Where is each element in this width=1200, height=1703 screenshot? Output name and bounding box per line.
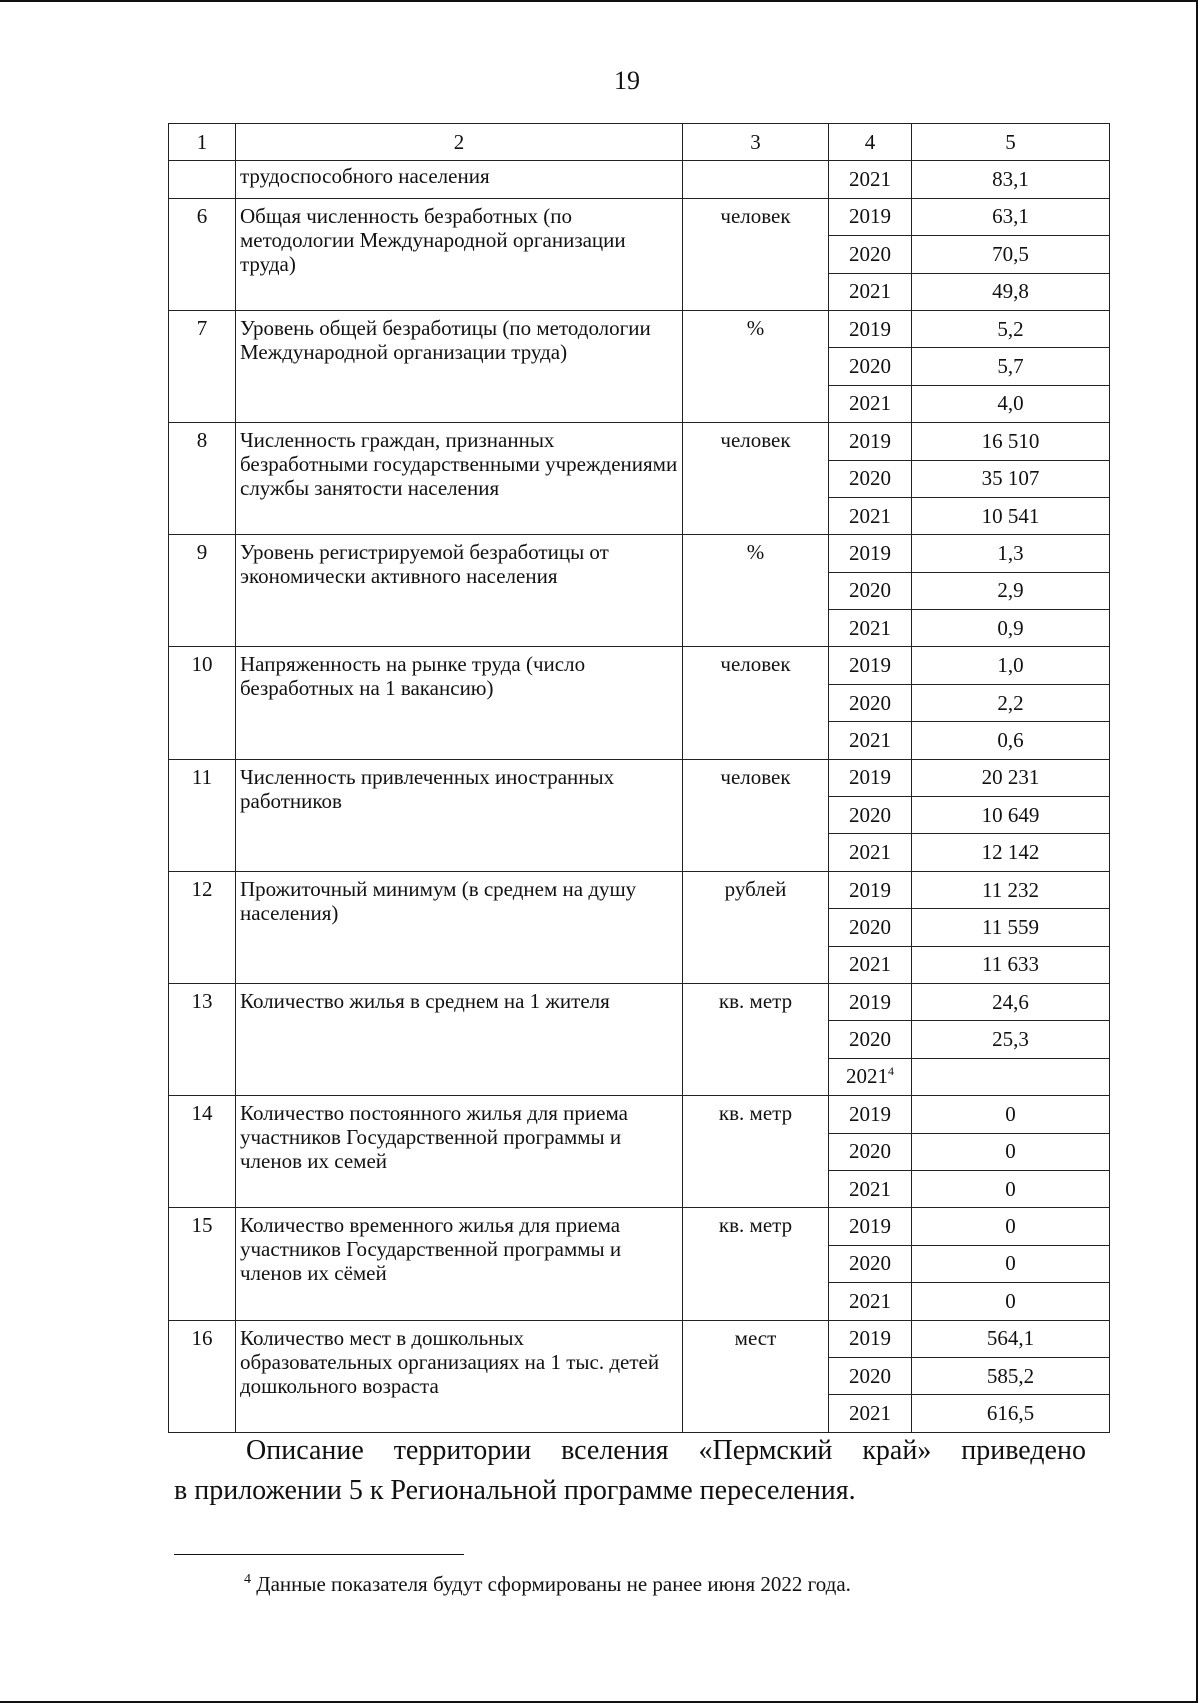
year — [829, 1021, 912, 1058]
year-text: 2020 — [849, 802, 891, 827]
table-row — [169, 1320, 1110, 1357]
value: 63,1 — [912, 198, 1110, 235]
year-text: 2019 — [849, 204, 891, 229]
row-number: 9 — [169, 535, 236, 647]
year — [829, 236, 912, 273]
paragraph-word: вселения — [561, 1435, 669, 1466]
year — [829, 497, 912, 534]
year-text: 2019 — [849, 877, 891, 902]
value: 2,2 — [912, 684, 1110, 721]
indicators-table — [168, 123, 1110, 1433]
row-number: 16 — [169, 1320, 236, 1432]
row-number: 10 — [169, 647, 236, 759]
value: 24,6 — [912, 983, 1110, 1020]
year — [829, 535, 912, 572]
unit: % — [683, 535, 829, 647]
year-text: 2019 — [849, 1101, 891, 1126]
year — [829, 722, 912, 759]
indicator-name: Общая численность безработных (по методологии Международной организации труда) — [236, 198, 683, 310]
value — [912, 1058, 1110, 1095]
year — [829, 1245, 912, 1282]
unit: человек — [683, 647, 829, 759]
value: 0 — [912, 1283, 1110, 1320]
row-number: 13 — [169, 983, 236, 1095]
footnote — [244, 1572, 851, 1597]
value: 11 633 — [912, 946, 1110, 983]
year — [829, 684, 912, 721]
footnote-mark: 4 — [244, 1572, 251, 1587]
year-text: 2020 — [849, 578, 891, 603]
value: 10 649 — [912, 797, 1110, 834]
row-number — [169, 161, 236, 198]
year-text: 2019 — [849, 1214, 891, 1239]
indicator-name: Уровень регистрируемой безработицы от экономически активного населения — [236, 535, 683, 647]
year-text: 2020 — [849, 1139, 891, 1164]
value: 0,9 — [912, 610, 1110, 647]
value: 4,0 — [912, 385, 1110, 422]
year-text: 2019 — [849, 540, 891, 565]
year — [829, 610, 912, 647]
year-text: 2021 — [849, 727, 891, 752]
header-col-3: 3 — [683, 124, 829, 161]
year — [829, 310, 912, 347]
year-text: 2021 — [849, 615, 891, 640]
year-text: 2020 — [849, 1027, 891, 1052]
indicator-name: Количество жилья в среднем на 1 жителя — [236, 983, 683, 1095]
year — [829, 348, 912, 385]
year: 2021 — [829, 161, 912, 198]
indicator-name: Количество постоянного жилья для приема участников Государственной программы и членов их семей — [236, 1096, 683, 1208]
unit: кв. метр — [683, 1208, 829, 1320]
table-row — [169, 1096, 1110, 1133]
footnote-ref: 4 — [888, 1064, 894, 1079]
year-text: 2020 — [849, 466, 891, 491]
table-row — [169, 759, 1110, 796]
table-row — [169, 535, 1110, 572]
year — [829, 423, 912, 460]
year — [829, 1058, 912, 1095]
year — [829, 1170, 912, 1207]
value: 5,7 — [912, 348, 1110, 385]
value: 12 142 — [912, 834, 1110, 871]
unit: кв. метр — [683, 1096, 829, 1208]
year-text: 2020 — [849, 354, 891, 379]
value: 35 107 — [912, 460, 1110, 497]
year — [829, 983, 912, 1020]
value: 1,0 — [912, 647, 1110, 684]
year-text: 2021 — [849, 1400, 891, 1425]
year — [829, 385, 912, 422]
value: 1,3 — [912, 535, 1110, 572]
year — [829, 1096, 912, 1133]
year-text: 2019 — [849, 765, 891, 790]
year-text: 2020 — [849, 914, 891, 939]
indicator-name: трудоспособного населения — [236, 161, 683, 198]
unit: человек — [683, 759, 829, 871]
year — [829, 797, 912, 834]
year — [829, 198, 912, 235]
year — [829, 909, 912, 946]
indicator-name: Количество мест в дошкольных образовательных организациях на 1 тыс. детей дошкольного возраста — [236, 1320, 683, 1432]
table-row — [169, 310, 1110, 347]
value: 585,2 — [912, 1357, 1110, 1394]
year-text: 2021 — [849, 279, 891, 304]
value: 49,8 — [912, 273, 1110, 310]
value: 25,3 — [912, 1021, 1110, 1058]
row-number: 15 — [169, 1208, 236, 1320]
row-number: 8 — [169, 423, 236, 535]
description-paragraph — [174, 1431, 1086, 1511]
page-number: 19 — [614, 66, 640, 95]
year-text: 2020 — [849, 241, 891, 266]
row-number: 14 — [169, 1096, 236, 1208]
row-number: 11 — [169, 759, 236, 871]
value: 83,1 — [912, 161, 1110, 198]
value: 0 — [912, 1170, 1110, 1207]
header-col-2: 2 — [236, 124, 683, 161]
year — [829, 871, 912, 908]
table-row — [169, 198, 1110, 235]
unit: мест — [683, 1320, 829, 1432]
indicator-name: Численность привлеченных иностранных работников — [236, 759, 683, 871]
footnote-text: Данные показателя будут сформированы не ранее июня 2022 года. — [251, 1572, 851, 1596]
value: 0,6 — [912, 722, 1110, 759]
table-row — [169, 983, 1110, 1020]
value: 16 510 — [912, 423, 1110, 460]
year — [829, 572, 912, 609]
unit: рублей — [683, 871, 829, 983]
paragraph-word: «Пермский — [698, 1435, 833, 1466]
table-row — [169, 647, 1110, 684]
year — [829, 647, 912, 684]
indicator-name: Количество временного жилья для приема участников Государственной программы и членов их сёмей — [236, 1208, 683, 1320]
year — [829, 759, 912, 796]
paragraph-word: край» — [862, 1435, 932, 1466]
year-text: 2019 — [849, 316, 891, 341]
year-text: 2019 — [849, 989, 891, 1014]
row-number: 6 — [169, 198, 236, 310]
value: 616,5 — [912, 1395, 1110, 1432]
table-row — [169, 1208, 1110, 1245]
year-text: 2021 — [849, 503, 891, 528]
paragraph-word: территории — [393, 1435, 532, 1466]
table-row — [169, 423, 1110, 460]
indicator-name: Уровень общей безработицы (по методологии Международной организации труда) — [236, 310, 683, 422]
year — [829, 1320, 912, 1357]
value: 11 232 — [912, 871, 1110, 908]
year-text: 2020 — [849, 1251, 891, 1276]
year-text: 2021 — [849, 391, 891, 416]
row-number: 12 — [169, 871, 236, 983]
value: 0 — [912, 1245, 1110, 1282]
paragraph-word: Описание — [246, 1435, 364, 1466]
paragraph-word: приведено — [961, 1435, 1086, 1466]
year-text: 2019 — [849, 1326, 891, 1351]
year-text: 2019 — [849, 653, 891, 678]
value: 70,5 — [912, 236, 1110, 273]
value: 5,2 — [912, 310, 1110, 347]
indicator-name: Численность граждан, признанных безработными государственными учреждениями службы занятости населения — [236, 423, 683, 535]
value: 2,9 — [912, 572, 1110, 609]
header-col-4: 4 — [829, 124, 912, 161]
indicator-name: Напряженность на рынке труда (число безработных на 1 вакансию) — [236, 647, 683, 759]
year-text: 2020 — [849, 1363, 891, 1388]
row-number: 7 — [169, 310, 236, 422]
table-header-row — [169, 124, 1110, 161]
unit: кв. метр — [683, 983, 829, 1095]
value: 0 — [912, 1096, 1110, 1133]
header-col-5: 5 — [912, 124, 1110, 161]
unit: % — [683, 310, 829, 422]
value: 20 231 — [912, 759, 1110, 796]
paragraph-line-1 — [174, 1431, 1086, 1471]
year — [829, 1283, 912, 1320]
year-text: 2021 — [849, 1176, 891, 1201]
year-text: 2019 — [849, 428, 891, 453]
value: 11 559 — [912, 909, 1110, 946]
year — [829, 946, 912, 983]
table-row — [169, 871, 1110, 908]
year — [829, 1357, 912, 1394]
year-text: 2020 — [849, 690, 891, 715]
footnote-separator — [174, 1554, 464, 1555]
year-text: 2021 — [849, 952, 891, 977]
year — [829, 273, 912, 310]
indicator-name: Прожиточный минимум (в среднем на душу населения) — [236, 871, 683, 983]
value: 10 541 — [912, 497, 1110, 534]
value: 0 — [912, 1208, 1110, 1245]
year — [829, 460, 912, 497]
year — [829, 1208, 912, 1245]
unit: человек — [683, 198, 829, 310]
value: 564,1 — [912, 1320, 1110, 1357]
year-text: 2021 — [849, 1288, 891, 1313]
continuation-row — [169, 161, 1110, 198]
year — [829, 834, 912, 871]
unit — [683, 161, 829, 198]
header-col-1: 1 — [169, 124, 236, 161]
year — [829, 1133, 912, 1170]
year — [829, 1395, 912, 1432]
year-text: 2021 — [849, 840, 891, 865]
unit: человек — [683, 423, 829, 535]
paragraph-line-2: в приложении 5 к Региональной программе переселения. — [174, 1475, 856, 1506]
year-text: 2021 — [846, 1064, 888, 1089]
value: 0 — [912, 1133, 1110, 1170]
